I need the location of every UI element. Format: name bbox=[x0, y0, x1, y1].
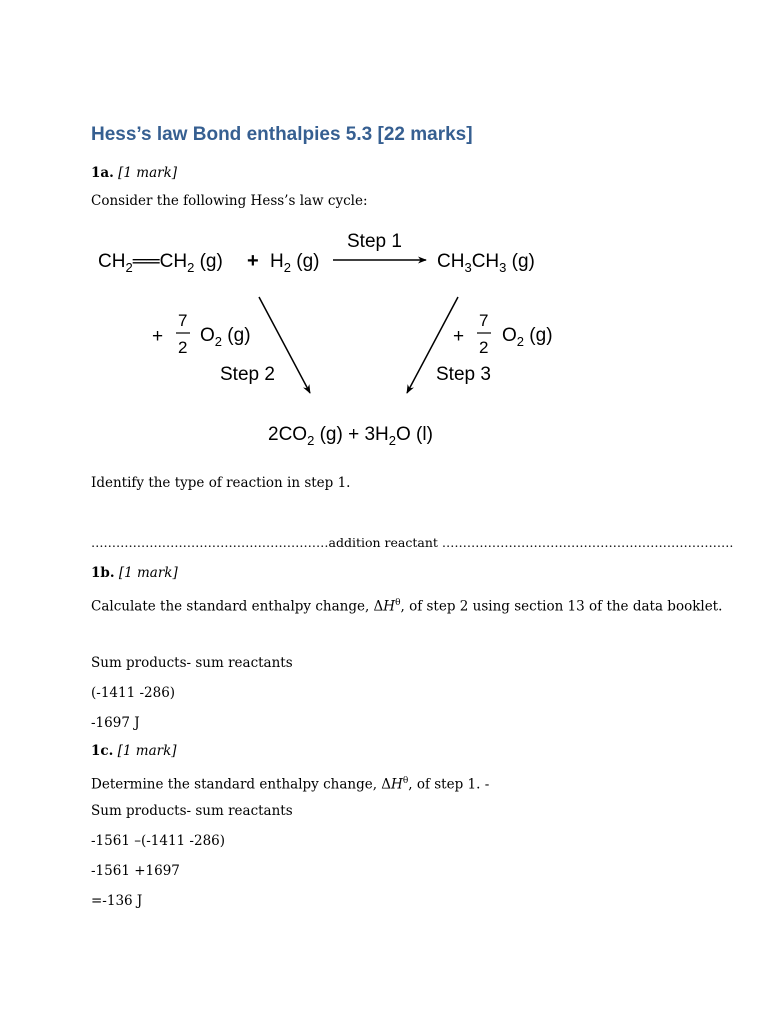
question-1a-intro: Consider the following Hess’s law cycle: bbox=[91, 193, 368, 209]
step-1-label: Step 1 bbox=[347, 231, 402, 252]
question-1b-text: Calculate the standard enthalpy change, $\Delta H^\theta$, of step 2 using section 13 of the data booklet. bbox=[91, 598, 723, 615]
svg-text:+: + bbox=[152, 326, 164, 347]
plus-sign: + bbox=[247, 250, 259, 272]
left-oxygen-term bbox=[152, 311, 251, 357]
answer-1c-line3: -1561 +1697 bbox=[91, 863, 180, 879]
right-oxygen-term bbox=[453, 311, 553, 357]
question-number: 1b. bbox=[91, 565, 115, 581]
svg-text:+: + bbox=[453, 326, 465, 347]
question-1b-header bbox=[91, 564, 178, 582]
question-1c-text: Determine the standard enthalpy change, $\Delta H^\theta$, of step 1. - bbox=[91, 776, 490, 793]
answer-1c-line2: -1561 –(-1411 -286) bbox=[91, 833, 226, 849]
reactant-ethene: $CH_2══CH_2$ (g) bbox=[98, 251, 223, 275]
answer-line-1a: …………………………………………………addition reactant ……………………………………………………………. bbox=[91, 535, 734, 550]
answer-1b-line2: (-1411 -286) bbox=[91, 685, 176, 701]
question-marks: [1 mark] bbox=[117, 743, 177, 759]
svg-text:2: 2 bbox=[178, 338, 188, 357]
question-marks: [1 mark] bbox=[118, 165, 178, 181]
question-1a-header bbox=[91, 164, 177, 182]
product-ethane: $CH_3CH_3$ (g) bbox=[437, 251, 535, 275]
step-2-label: Step 2 bbox=[220, 364, 275, 385]
question-marks: [1 mark] bbox=[118, 565, 178, 581]
svg-text:O2 (g): $O_2$ (g) bbox=[200, 325, 251, 349]
combustion-products: $2CO_2$ $(g) + 3H_2O$ (l) bbox=[268, 424, 433, 448]
svg-text:7: 7 bbox=[479, 311, 489, 330]
question-number: 1a. bbox=[91, 165, 114, 181]
answer-1c-line1: Sum products- sum reactants bbox=[91, 803, 293, 819]
question-number: 1c. bbox=[91, 743, 114, 759]
question-1c-header bbox=[91, 742, 177, 760]
page-title: Hess’s law Bond enthalpies 5.3 [22 marks] bbox=[91, 124, 473, 145]
answer-1b-line3: -1697 J bbox=[91, 715, 140, 731]
svg-text:O2 (g): $O_2$ (g) bbox=[502, 325, 553, 349]
svg-text:7: 7 bbox=[178, 311, 188, 330]
svg-text:2: 2 bbox=[479, 338, 489, 357]
step-3-label: Step 3 bbox=[436, 364, 491, 385]
question-1a-text: Identify the type of reaction in step 1. bbox=[91, 475, 351, 491]
reactant-hydrogen: $H_2$ (g) bbox=[270, 251, 320, 275]
answer-1c-line4: =-136 J bbox=[91, 893, 143, 909]
answer-1b-line1: Sum products- sum reactants bbox=[91, 655, 293, 671]
hess-cycle-diagram bbox=[0, 215, 768, 460]
